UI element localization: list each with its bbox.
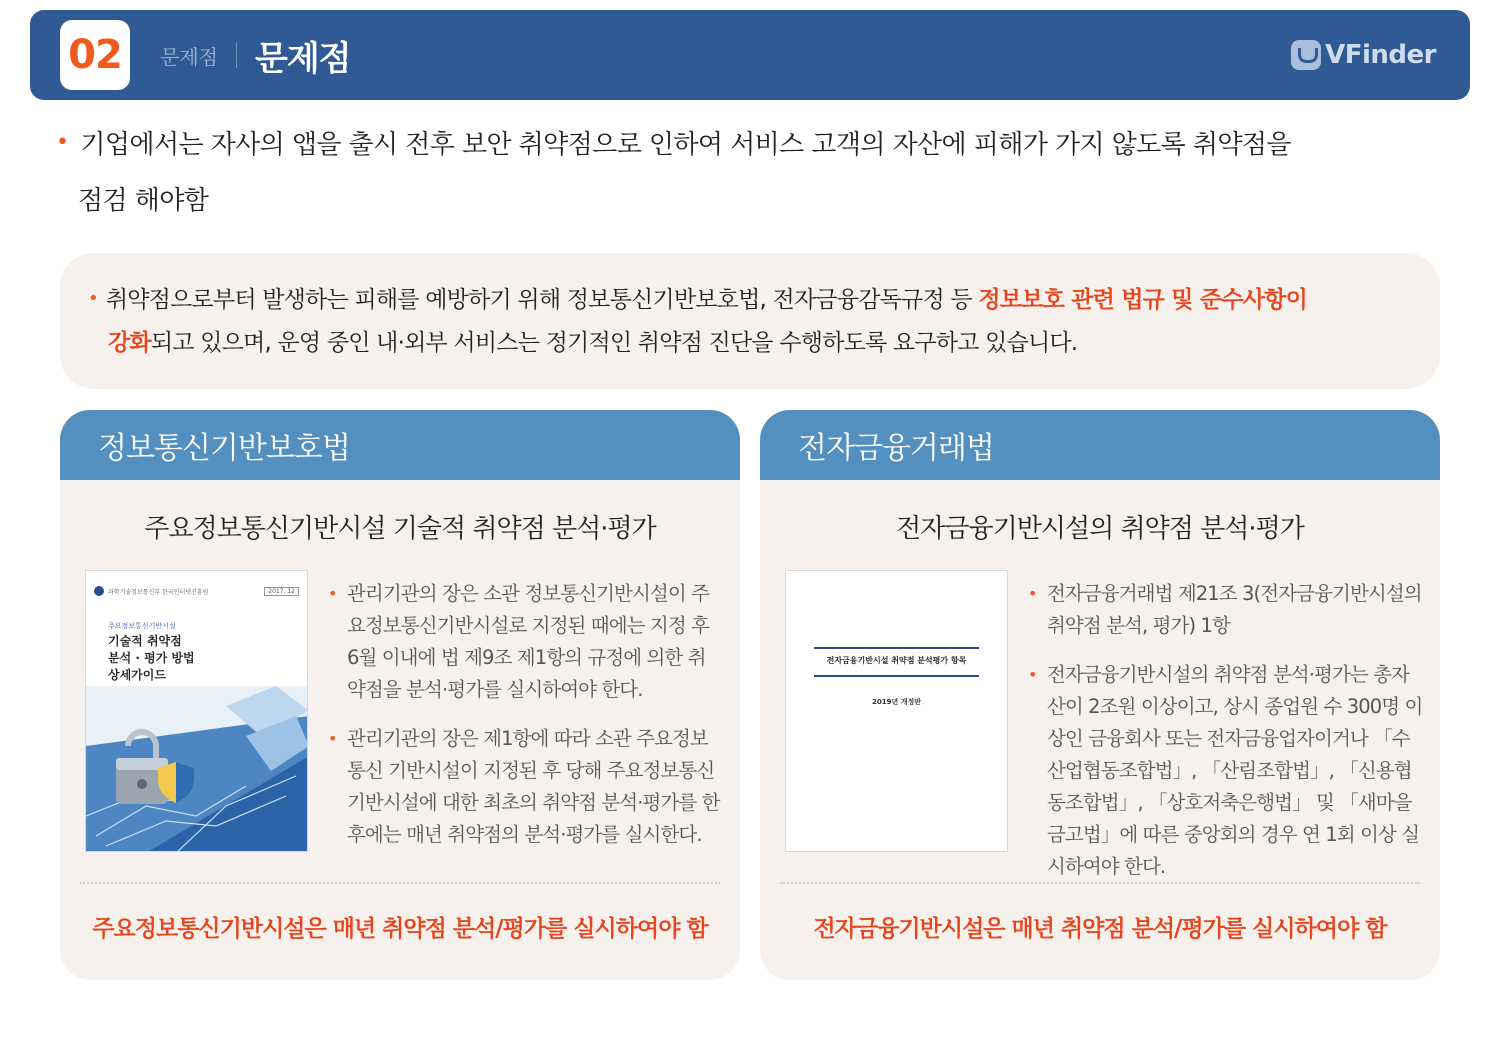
intro-paragraph: [56, 115, 1436, 229]
notice-highlight-1: 정보보호 관련 법규 및 준수사항이: [978, 287, 1307, 313]
section-number-badge: 02: [60, 20, 130, 90]
cover-rule-bottom: [814, 675, 979, 677]
vfinder-logo-text: VFinder: [1325, 40, 1436, 70]
card-subtitle: 주요정보통신기반시설 기술적 취약점 분석·평가: [144, 514, 656, 544]
padlock-circuit-illustration: [86, 686, 308, 852]
bullet-dot-icon: •: [1028, 584, 1037, 603]
list-item: [328, 578, 723, 706]
checklist-cover-thumbnail: [785, 570, 1008, 852]
regulation-notice-box: [60, 253, 1440, 389]
list-item-text: 전자금융기반시설의 취약점 분석·평가는 총자산이 2조원 이상이고, 상시 종업원 수 300명 이상인 금융회사 또는 전자금융업자이거나 「수산업협동조합법」, 「산림조합법」, 「신용협동조합법」, 「상호저축은행법」 및 「새마을금고법」에 따른 중앙회의 경우 연 1회 이상 실시하여야 한다.: [1047, 663, 1423, 878]
page-title: 문제점: [254, 38, 351, 79]
card-conclusion: 전자금융기반시설은 매년 취약점 분석/평가를 실시하여야 함: [813, 916, 1387, 942]
list-item: [1028, 659, 1423, 883]
list-item: [1028, 578, 1423, 642]
dotted-divider: [80, 882, 720, 884]
dotted-divider: [780, 882, 1420, 884]
cover-title-line-3: 상세가이드: [108, 668, 166, 682]
bullet-dot-icon: •: [1028, 665, 1037, 684]
card-ict-infrastructure-law: [60, 410, 740, 980]
list-item: [328, 723, 723, 851]
cover-small-label: 주요정보통신기반시설: [108, 622, 176, 630]
guide-cover-thumbnail: [85, 570, 308, 852]
cover-title: [108, 633, 195, 684]
card-subtitle: 전자금융기반시설의 취약점 분석·평가: [896, 514, 1304, 544]
notice-text-before: 취약점으로부터 발생하는 피해를 예방하기 위해 정보통신기반보호법, 전자금융감독규정 등: [105, 287, 979, 313]
cover-edition: 2019년 개정판: [872, 698, 921, 706]
cover-title-line-2: 분석 · 평가 방법: [108, 651, 195, 665]
section-header: [30, 10, 1470, 100]
card-electronic-finance-law: [760, 410, 1440, 980]
bullet-dot-icon: •: [328, 729, 337, 748]
vfinder-logo: [1291, 40, 1436, 70]
breadcrumb: 문제점: [160, 44, 218, 69]
cover-title: 전자금융기반시설 취약점 분석평가 항목: [826, 656, 967, 665]
bullet-dot-icon: •: [88, 288, 98, 309]
card-title: 정보통신기반보호법: [60, 410, 740, 480]
notice-line-2: [88, 322, 1400, 365]
notice-highlight-2: 강화: [108, 330, 151, 356]
cover-date: 2017. 12: [264, 587, 299, 596]
card-conclusion: 주요정보통신기반시설은 매년 취약점 분석/평가를 실시하여야 함: [92, 916, 708, 942]
right-bullet-list: [1028, 578, 1423, 900]
list-item-text: 전자금융거래법 제21조 3(전자금융기반시설의 취약점 분석, 평가) 1항: [1047, 582, 1422, 637]
intro-line-2: 점검 해야함: [78, 186, 209, 216]
left-bullet-list: [328, 578, 723, 868]
list-item-text: 관리기관의 장은 제1항에 따라 소관 주요정보통신 기반시설이 지정된 후 당해 주요정보통신기반시설에 대한 최초의 취약점 분석·평가를 한 후에는 매년 취약점의 분석·평가를 실시한다.: [347, 727, 720, 846]
list-item-text: 관리기관의 장은 소관 정보통신기반시설이 주요정보통신기반시설로 지정된 때에는 지정 후 6월 이내에 법 제9조 제1항의 규정에 의한 취약점을 분석·평가를 실시하여야 한다.: [347, 582, 709, 701]
cover-org: 과학기술정보통신부 한국인터넷진흥원: [108, 588, 209, 596]
card-title: 전자금융거래법: [760, 410, 1440, 480]
cover-title-line-1: 기술적 취약점: [108, 634, 182, 648]
gov-logo-icon: [94, 586, 104, 596]
cover-top-bar: [94, 585, 299, 597]
bullet-dot-icon: •: [328, 584, 337, 603]
intro-line-1: 기업에서는 자사의 앱을 출시 전후 보안 취약점으로 인하여 서비스 고객의 자산에 피해가 가지 않도록 취약점을: [80, 130, 1291, 160]
vfinder-logo-icon: [1291, 40, 1321, 70]
notice-text-after: 되고 있으며, 운영 중인 내·외부 서비스는 정기적인 취약점 진단을 수행하도록 요구하고 있습니다.: [150, 330, 1078, 356]
notice-line-1: [88, 277, 1400, 322]
breadcrumb-divider: [236, 42, 237, 68]
bullet-dot-icon: •: [56, 130, 69, 155]
cover-rule-top: [814, 647, 979, 649]
